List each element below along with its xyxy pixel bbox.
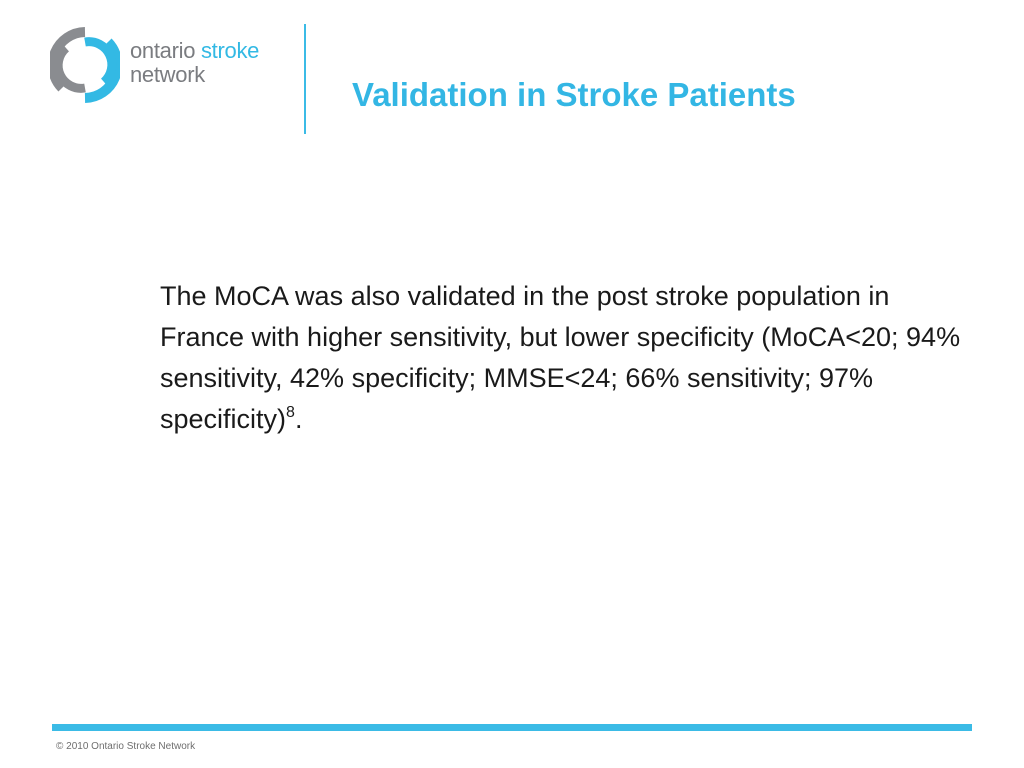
logo-word-ontario: ontario (130, 38, 196, 63)
footer-bar (52, 724, 972, 731)
body-text: The MoCA was also validated in the post stroke population in France with higher sensitivity, but lower specificity (MoCA<20; 94% sensitivity, 42% specificity; MMSE<24; 66% sensitivity; 97% specificity) (160, 281, 961, 434)
body-paragraph (160, 276, 980, 440)
copyright-text: © 2010 Ontario Stroke Network (56, 741, 196, 752)
logo-word-stroke: stroke (200, 38, 260, 63)
slide-title: Validation in Stroke Patients (352, 76, 796, 113)
ontario-stroke-network-logo (50, 26, 290, 108)
logo-wordmark (130, 39, 259, 87)
body-period: . (294, 404, 303, 434)
header-divider (304, 24, 306, 134)
logo-word-network: network (130, 62, 205, 87)
reference-superscript: 8 (286, 404, 295, 421)
logo-ring-icon (50, 26, 120, 104)
